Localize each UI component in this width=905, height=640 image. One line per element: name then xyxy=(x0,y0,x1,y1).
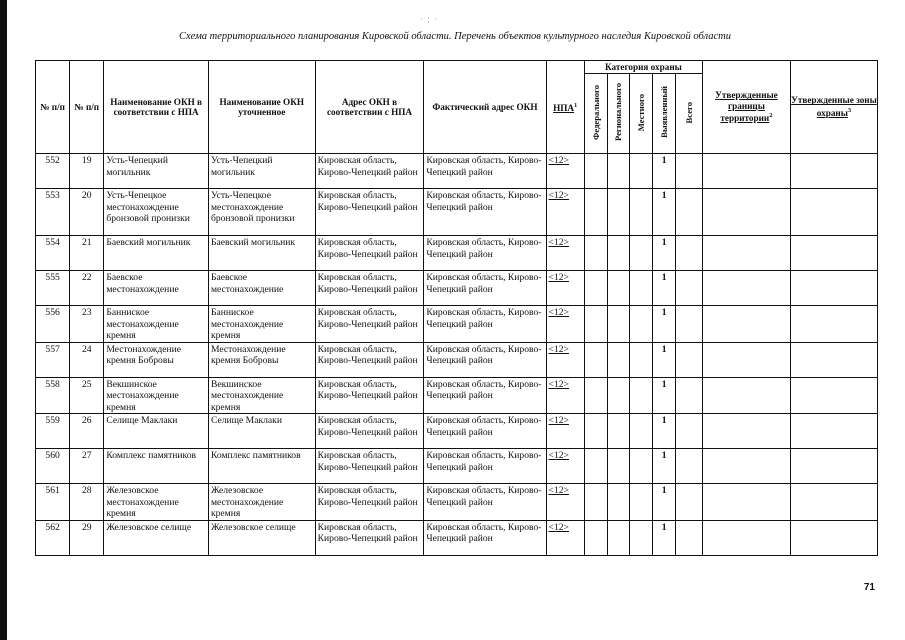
cell-zones xyxy=(790,377,877,414)
cell-addr-npa: Кировская область, Кирово-Чепецкий район xyxy=(315,449,424,484)
cell-boundaries xyxy=(702,484,790,521)
cell-num-global: 552 xyxy=(36,154,70,189)
cell-addr-npa: Кировская область, Кирово-Чепецкий район xyxy=(315,154,424,189)
cell-total xyxy=(675,484,702,521)
table-row xyxy=(36,342,878,377)
cell-name-refined: Баевское местонахождение xyxy=(208,271,315,306)
cell-federal xyxy=(584,306,607,343)
cell-addr-npa: Кировская область, Кирово-Чепецкий район xyxy=(315,377,424,414)
cell-regional xyxy=(607,189,630,236)
cell-regional xyxy=(607,271,630,306)
table-header-row-1 xyxy=(36,61,878,74)
cell-boundaries xyxy=(702,342,790,377)
col-header-identified xyxy=(653,74,676,154)
cell-name-npa: Железовское местонахождение кремня xyxy=(104,484,209,521)
cell-identified: 1 xyxy=(653,520,676,555)
cell-boundaries xyxy=(702,306,790,343)
cell-federal xyxy=(584,342,607,377)
cell-identified: 1 xyxy=(653,236,676,271)
cell-federal xyxy=(584,520,607,555)
scan-artifact: · ; · xyxy=(420,14,438,24)
col-header-addr-actual: Фактический адрес ОКН xyxy=(424,61,546,154)
cell-regional xyxy=(607,414,630,449)
cell-name-npa: Усть-Чепецкий могильник xyxy=(104,154,209,189)
cell-num-global: 553 xyxy=(36,189,70,236)
cell-npa: <12> xyxy=(546,520,584,555)
cell-num-local: 28 xyxy=(70,484,104,521)
cell-total xyxy=(675,520,702,555)
table-row xyxy=(36,377,878,414)
cell-identified: 1 xyxy=(653,414,676,449)
cell-num-global: 557 xyxy=(36,342,70,377)
col-header-npa xyxy=(546,61,584,154)
table-row xyxy=(36,306,878,343)
cell-federal xyxy=(584,414,607,449)
cell-num-global: 562 xyxy=(36,520,70,555)
cell-num-local: 29 xyxy=(70,520,104,555)
cell-local xyxy=(630,377,653,414)
cell-local xyxy=(630,271,653,306)
cell-federal xyxy=(584,189,607,236)
cell-addr-npa: Кировская область, Кирово-Чепецкий район xyxy=(315,189,424,236)
cell-npa: <12> xyxy=(546,271,584,306)
cell-num-global: 561 xyxy=(36,484,70,521)
cell-num-global: 556 xyxy=(36,306,70,343)
cell-boundaries xyxy=(702,377,790,414)
cell-name-refined: Комплекс памятников xyxy=(208,449,315,484)
cell-total xyxy=(675,189,702,236)
cell-num-local: 20 xyxy=(70,189,104,236)
cell-local xyxy=(630,154,653,189)
cell-name-refined: Селище Маклаки xyxy=(208,414,315,449)
cell-num-local: 24 xyxy=(70,342,104,377)
cell-addr-actual: Кировская область, Кирово-Чепецкий район xyxy=(424,189,546,236)
table-row xyxy=(36,449,878,484)
cell-npa: <12> xyxy=(546,449,584,484)
cell-num-global: 555 xyxy=(36,271,70,306)
zones-header-label: Утвержденные зоны охраны xyxy=(791,95,877,119)
cell-addr-actual: Кировская область, Кирово-Чепецкий район xyxy=(424,414,546,449)
cell-num-global: 558 xyxy=(36,377,70,414)
table-row xyxy=(36,189,878,236)
cell-zones xyxy=(790,306,877,343)
cell-zones xyxy=(790,236,877,271)
zones-footnote-mark: 3 xyxy=(847,106,852,114)
cell-zones xyxy=(790,449,877,484)
cell-boundaries xyxy=(702,520,790,555)
cell-name-refined: Баевский могильник xyxy=(208,236,315,271)
cell-zones xyxy=(790,484,877,521)
cell-num-local: 27 xyxy=(70,449,104,484)
cell-total xyxy=(675,414,702,449)
cell-num-local: 21 xyxy=(70,236,104,271)
cell-name-refined: Векшинское местонахождение кремня xyxy=(208,377,315,414)
cell-boundaries xyxy=(702,449,790,484)
cell-zones xyxy=(790,520,877,555)
cell-regional xyxy=(607,342,630,377)
cell-num-local: 25 xyxy=(70,377,104,414)
cell-addr-npa: Кировская область, Кирово-Чепецкий район xyxy=(315,236,424,271)
table-row xyxy=(36,154,878,189)
cell-zones xyxy=(790,189,877,236)
cell-name-npa: Селище Маклаки xyxy=(104,414,209,449)
cell-num-global: 554 xyxy=(36,236,70,271)
heritage-table xyxy=(35,60,878,556)
cell-npa: <12> xyxy=(546,189,584,236)
cell-total xyxy=(675,342,702,377)
cell-local xyxy=(630,306,653,343)
table-row xyxy=(36,271,878,306)
cell-name-npa: Усть-Чепецкое местонахождение бронзовой пронизки xyxy=(104,189,209,236)
cell-identified: 1 xyxy=(653,342,676,377)
col-header-local xyxy=(630,74,653,154)
cell-num-local: 26 xyxy=(70,414,104,449)
page-number: 71 xyxy=(863,582,875,593)
cell-federal xyxy=(584,449,607,484)
federal-label: Федерального xyxy=(590,84,601,140)
cell-local xyxy=(630,342,653,377)
cell-regional xyxy=(607,154,630,189)
cell-regional xyxy=(607,449,630,484)
cell-identified: 1 xyxy=(653,189,676,236)
cell-local xyxy=(630,449,653,484)
cell-boundaries xyxy=(702,189,790,236)
cell-npa: <12> xyxy=(546,306,584,343)
cell-identified: 1 xyxy=(653,484,676,521)
cell-addr-actual: Кировская область, Кирово-Чепецкий район xyxy=(424,306,546,343)
cell-addr-npa: Кировская область, Кирово-Чепецкий район xyxy=(315,271,424,306)
cell-federal xyxy=(584,236,607,271)
cell-name-npa: Банниское местонахождение кремня xyxy=(104,306,209,343)
cell-addr-npa: Кировская область, Кирово-Чепецкий район xyxy=(315,342,424,377)
cell-federal xyxy=(584,271,607,306)
cell-identified: 1 xyxy=(653,449,676,484)
cell-total xyxy=(675,154,702,189)
col-header-num-local: № п/п xyxy=(70,61,104,154)
col-header-federal xyxy=(584,74,607,154)
cell-identified: 1 xyxy=(653,306,676,343)
cell-addr-actual: Кировская область, Кирово-Чепецкий район xyxy=(424,520,546,555)
cell-identified: 1 xyxy=(653,271,676,306)
col-header-category-group: Категория охраны xyxy=(584,61,702,74)
cell-total xyxy=(675,236,702,271)
cell-name-npa: Комплекс памятников xyxy=(104,449,209,484)
table-row xyxy=(36,414,878,449)
cell-name-refined: Железовское селище xyxy=(208,520,315,555)
table-row xyxy=(36,520,878,555)
col-header-name-refined: Наименование ОКН уточненное xyxy=(208,61,315,154)
cell-name-npa: Железовское селище xyxy=(104,520,209,555)
cell-boundaries xyxy=(702,154,790,189)
document-title: Схема территориального планирования Кировской области. Перечень объектов культурного наследия Кировской области xyxy=(179,31,731,42)
cell-total xyxy=(675,271,702,306)
cell-npa: <12> xyxy=(546,342,584,377)
regional-label: Регионального xyxy=(613,83,624,142)
cell-federal xyxy=(584,484,607,521)
total-label: Всего xyxy=(683,101,694,123)
cell-regional xyxy=(607,236,630,271)
col-header-name-npa: Наименование ОКН в соответствии с НПА xyxy=(104,61,209,154)
cell-boundaries xyxy=(702,236,790,271)
cell-addr-npa: Кировская область, Кирово-Чепецкий район xyxy=(315,414,424,449)
heritage-table-wrapper xyxy=(35,60,878,556)
cell-addr-actual: Кировская область, Кирово-Чепецкий район xyxy=(424,484,546,521)
cell-local xyxy=(630,189,653,236)
cell-num-global: 559 xyxy=(36,414,70,449)
cell-addr-actual: Кировская область, Кирово-Чепецкий район xyxy=(424,236,546,271)
col-header-total xyxy=(675,74,702,154)
cell-total xyxy=(675,449,702,484)
cell-federal xyxy=(584,154,607,189)
cell-addr-npa: Кировская область, Кирово-Чепецкий район xyxy=(315,520,424,555)
col-header-zones xyxy=(790,61,877,154)
cell-num-local: 23 xyxy=(70,306,104,343)
table-row xyxy=(36,484,878,521)
cell-name-npa: Баевский могильник xyxy=(104,236,209,271)
npa-header-label: НПА xyxy=(553,102,575,113)
cell-npa: <12> xyxy=(546,484,584,521)
cell-npa: <12> xyxy=(546,414,584,449)
cell-npa: <12> xyxy=(546,154,584,189)
cell-addr-actual: Кировская область, Кирово-Чепецкий район xyxy=(424,377,546,414)
cell-name-refined: Местонахождение кремня Бобровы xyxy=(208,342,315,377)
cell-regional xyxy=(607,377,630,414)
col-header-boundaries xyxy=(702,61,790,154)
cell-zones xyxy=(790,271,877,306)
identified-label: Выявленный xyxy=(658,86,669,139)
cell-addr-actual: Кировская область, Кирово-Чепецкий район xyxy=(424,449,546,484)
cell-addr-npa: Кировская область, Кирово-Чепецкий район xyxy=(315,306,424,343)
npa-footnote-mark: 1 xyxy=(574,101,578,109)
cell-name-refined: Усть-Чепецкое местонахождение бронзовой пронизки xyxy=(208,189,315,236)
scan-edge-bar xyxy=(0,0,7,640)
cell-local xyxy=(630,520,653,555)
cell-total xyxy=(675,377,702,414)
col-header-addr-npa: Адрес ОКН в соответствии с НПА xyxy=(315,61,424,154)
cell-boundaries xyxy=(702,414,790,449)
cell-zones xyxy=(790,342,877,377)
cell-num-local: 22 xyxy=(70,271,104,306)
cell-zones xyxy=(790,414,877,449)
cell-name-npa: Векшинское местонахождение кремня xyxy=(104,377,209,414)
cell-identified: 1 xyxy=(653,154,676,189)
cell-npa: <12> xyxy=(546,236,584,271)
cell-total xyxy=(675,306,702,343)
cell-num-global: 560 xyxy=(36,449,70,484)
cell-federal xyxy=(584,377,607,414)
cell-local xyxy=(630,484,653,521)
cell-addr-actual: Кировская область, Кирово-Чепецкий район xyxy=(424,154,546,189)
cell-regional xyxy=(607,520,630,555)
cell-name-npa: Баевское местонахождение xyxy=(104,271,209,306)
cell-num-local: 19 xyxy=(70,154,104,189)
local-label: Местного xyxy=(636,93,647,131)
col-header-regional xyxy=(607,74,630,154)
cell-identified: 1 xyxy=(653,377,676,414)
cell-name-refined: Усть-Чепецкий могильник xyxy=(208,154,315,189)
boundaries-header-label: Утвержденные границы территории xyxy=(715,90,778,124)
col-header-num-global: № п/п xyxy=(36,61,70,154)
cell-local xyxy=(630,236,653,271)
cell-zones xyxy=(790,154,877,189)
table-row xyxy=(36,236,878,271)
cell-addr-actual: Кировская область, Кирово-Чепецкий район xyxy=(424,271,546,306)
cell-local xyxy=(630,414,653,449)
cell-addr-npa: Кировская область, Кирово-Чепецкий район xyxy=(315,484,424,521)
cell-regional xyxy=(607,306,630,343)
cell-boundaries xyxy=(702,271,790,306)
cell-npa: <12> xyxy=(546,377,584,414)
cell-name-refined: Железовское местонахождение кремня xyxy=(208,484,315,521)
cell-addr-actual: Кировская область, Кирово-Чепецкий район xyxy=(424,342,546,377)
cell-name-refined: Банниское местонахождение кремня xyxy=(208,306,315,343)
cell-regional xyxy=(607,484,630,521)
boundaries-footnote-mark: 2 xyxy=(769,112,773,120)
cell-name-npa: Местонахождение кремня Бобровы xyxy=(104,342,209,377)
